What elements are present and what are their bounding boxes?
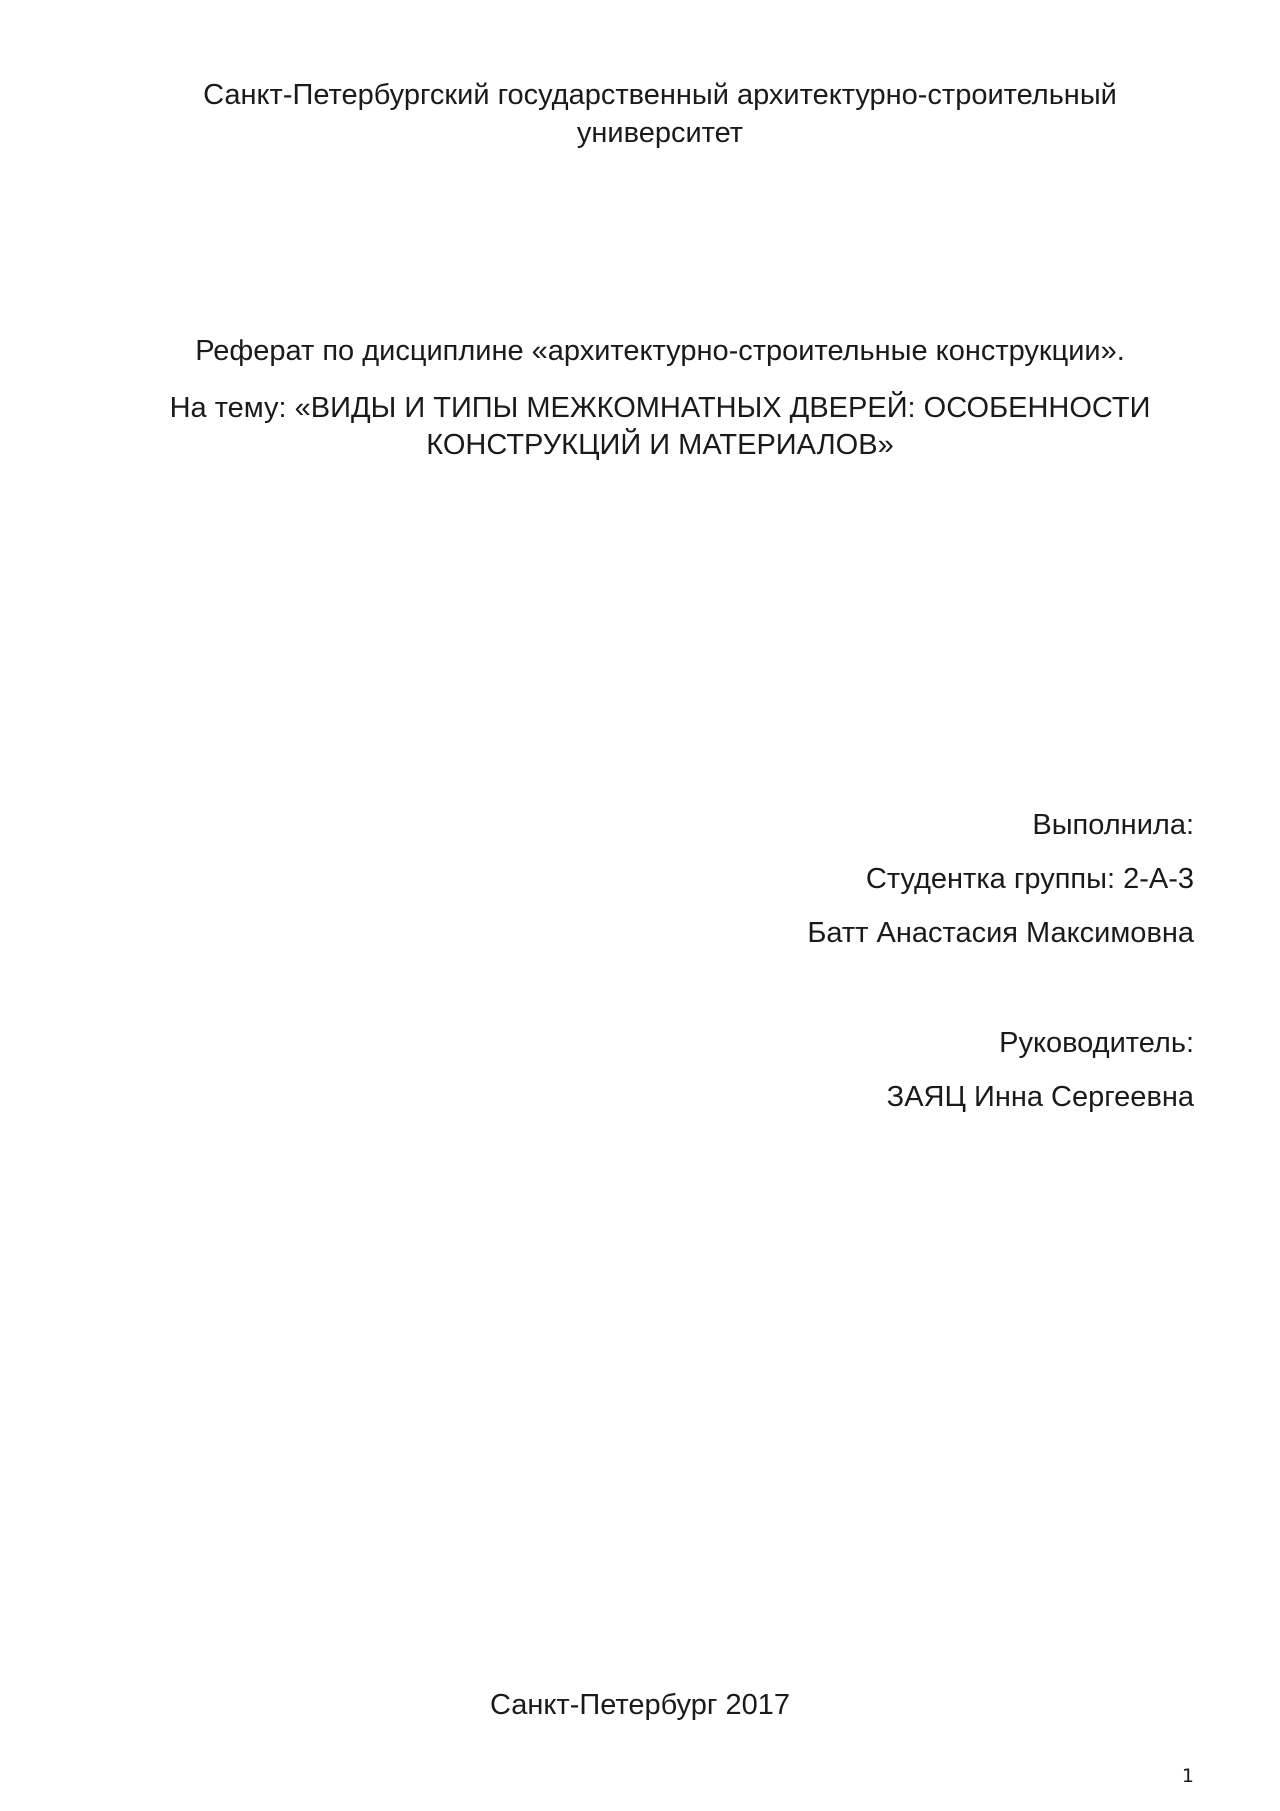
university-header	[120, 76, 1200, 152]
author-name: Батт Анастасия Максимовна	[807, 917, 1194, 949]
topic-title	[100, 390, 1220, 464]
topic-line2: КОНСТРУКЦИЙ И МАТЕРИАЛОВ»	[426, 429, 894, 461]
topic-line1: На тему: «ВИДЫ И ТИПЫ МЕЖКОМНАТНЫХ ДВЕРЕЙ: ОСОБЕННОСТИ	[169, 392, 1151, 424]
subject-line: Реферат по дисциплине «архитектурно-строительные конструкции».	[195, 335, 1125, 367]
author-group: Студентка группы: 2-А-3	[865, 863, 1194, 895]
university-name-line2: университет	[576, 117, 744, 149]
page-number: 1	[1181, 1765, 1194, 1787]
university-name-line1: Санкт-Петербургский государственный архитектурно-строительный	[203, 79, 1117, 111]
supervisor-name: ЗАЯЦ Инна Сергеевна	[886, 1081, 1194, 1113]
author-label: Выполнила:	[1032, 809, 1194, 841]
supervisor-label: Руководитель:	[999, 1027, 1194, 1059]
city-year: Санкт-Петербург 2017	[489, 1689, 790, 1721]
